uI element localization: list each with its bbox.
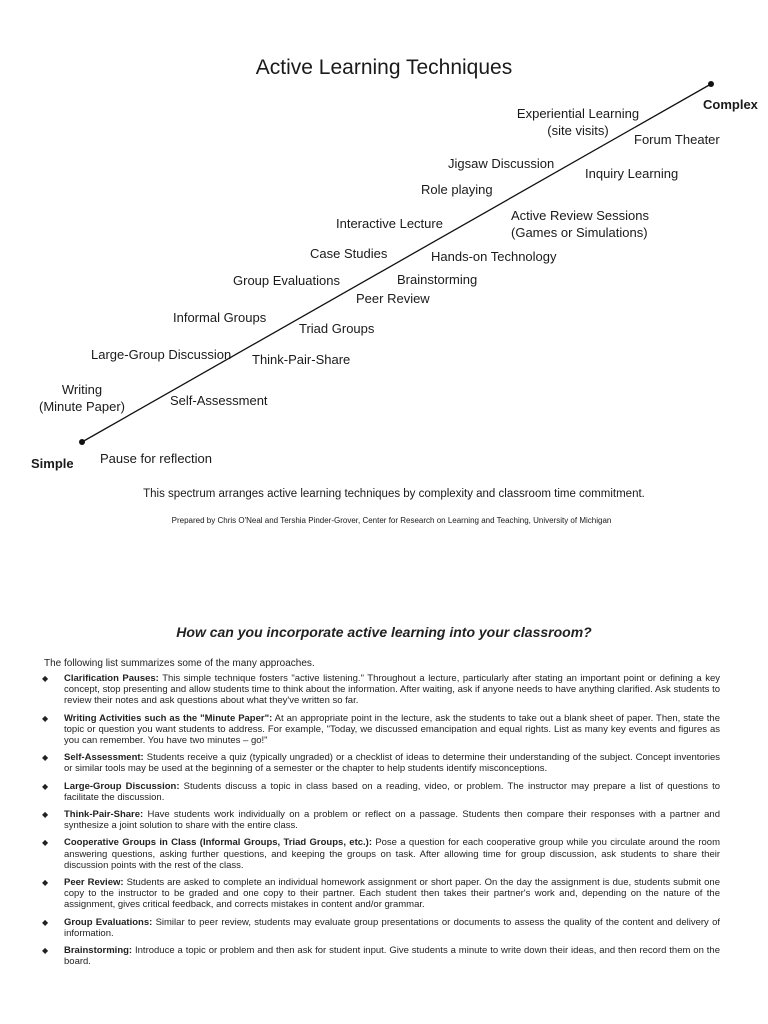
technique-informal-groups: Informal Groups xyxy=(173,310,267,325)
technique-large-group-discussion: Large-Group Discussion xyxy=(91,347,232,362)
simple-end-dot xyxy=(79,439,85,445)
technique-experiential-learning: Experiential Learning (site visits) xyxy=(516,106,640,138)
technique-writing-minute-paper: Writing (Minute Paper) xyxy=(39,382,125,414)
page-title: Active Learning Techniques xyxy=(255,56,513,79)
technique-inquiry-learning: Inquiry Learning xyxy=(585,166,679,181)
list-item: ◆ Large-Group Discussion: Students discuss a topic in class based on a reading, video, or problem. The instructor may prepare a list of questions to facilitate the discussion. xyxy=(42,780,720,803)
list-item: ◆ Peer Review: Students are asked to complete an individual homework assignment or short paper. On the day the assignment is due, students submit one copy to the instructor to be graded and one copy to their partner. Each student then takes their partner's work and, depending on the nature of the assignment, gives critical feedback, and corrects mistakes in content and/or grammar. xyxy=(42,877,720,911)
technique-forum-theater: Forum Theater xyxy=(634,132,720,147)
list-item: ◆ Clarification Pauses: This simple technique fosters "active listening." Throughout a lecture, particularly after stating an important point or defining a key concept, stop presenting and allow students time to think about the information. After waiting, ask if anyone needs to have anything clarified. Ask students to review their notes and ask questions about what they've written so far. xyxy=(42,673,720,707)
technique-self-assessment: Self-Assessment xyxy=(170,393,268,408)
spectrum-caption: This spectrum arranges active learning techniques by complexity and classroom time commitment. xyxy=(143,488,645,500)
bullet-icon: ◆ xyxy=(42,838,49,848)
complex-end-dot xyxy=(708,81,714,87)
bullet-icon: ◆ xyxy=(42,878,49,888)
technique-brainstorming: Brainstorming xyxy=(397,272,478,287)
technique-pause-for-reflection: Pause for reflection xyxy=(100,451,213,466)
technique-peer-review: Peer Review xyxy=(356,291,430,306)
technique-role-playing: Role playing xyxy=(421,182,493,197)
technique-think-pair-share: Think-Pair-Share xyxy=(252,352,351,367)
technique-triad-groups: Triad Groups xyxy=(299,321,375,336)
list-item: ◆ Think-Pair-Share: Have students work individually on a problem or reflect on a passage. Students then compare their responses with a partner and synthesize a joint solution to share with the entire class. xyxy=(42,809,720,832)
bullet-icon: ◆ xyxy=(42,674,49,683)
technique-jigsaw-discussion: Jigsaw Discussion xyxy=(448,156,555,171)
bullet-icon: ◆ xyxy=(42,946,49,956)
bullet-icon: ◆ xyxy=(42,810,49,820)
list-item: ◆ Cooperative Groups in Class (Informal Groups, Triad Groups, etc.): Pose a question for each cooperative group while you circulate around the room answering questions, asking further questions, and keeping the groups on task. After allowing time for group discussion, ask students to share their discussion points with the rest of the class. xyxy=(42,837,720,871)
technique-hands-on-technology: Hands-on Technology xyxy=(431,249,557,264)
complex-end-label: Complex xyxy=(703,97,758,112)
list-item: ◆ Self-Assessment: Students receive a quiz (typically ungraded) or a checklist of ideas to determine their understanding of the subject. Concept inventories or similar tools may be used at the beginning of a semester or the chapter to help students identify misconceptions. xyxy=(42,752,720,775)
bullet-icon: ◆ xyxy=(42,753,49,763)
technique-case-studies: Case Studies xyxy=(310,246,388,261)
simple-end-label: Simple xyxy=(31,456,74,471)
technique-group-evaluations: Group Evaluations xyxy=(233,273,340,288)
technique-interactive-lecture: Interactive Lecture xyxy=(336,216,443,231)
bullet-icon: ◆ xyxy=(42,781,49,791)
list-item: ◆ Group Evaluations: Similar to peer review, students may evaluate group presentations or documents to assess the quality of the content and delivery of information. xyxy=(42,916,720,939)
credit-line: Prepared by Chris O'Neal and Tershia Pinder-Grover, Center for Research on Learning and Teaching, University of Michigan xyxy=(171,516,612,525)
section-intro: The following list summarizes some of the many approaches. xyxy=(44,658,315,669)
technique-active-review-sessions: Active Review Sessions (Games or Simulations) xyxy=(511,208,649,240)
list-item: ◆ Writing Activities such as the "Minute Paper": At an appropriate point in the lecture, ask the students to take out a blank sheet of paper. Then, state the topic or question you want students to address. For example, "Today, we discussed emancipation and equal rights. List as many key events and figures as you can remember. You have two minutes – go!" xyxy=(42,712,720,747)
approaches-list xyxy=(40,673,720,973)
bullet-icon: ◆ xyxy=(42,713,49,723)
section-heading: How can you incorporate active learning into your classroom? xyxy=(176,624,592,640)
list-item: ◆ Brainstorming: Introduce a topic or problem and then ask for student input. Give students a minute to write down their ideas, and then record them on the board. xyxy=(42,945,720,968)
bullet-icon: ◆ xyxy=(42,917,49,927)
